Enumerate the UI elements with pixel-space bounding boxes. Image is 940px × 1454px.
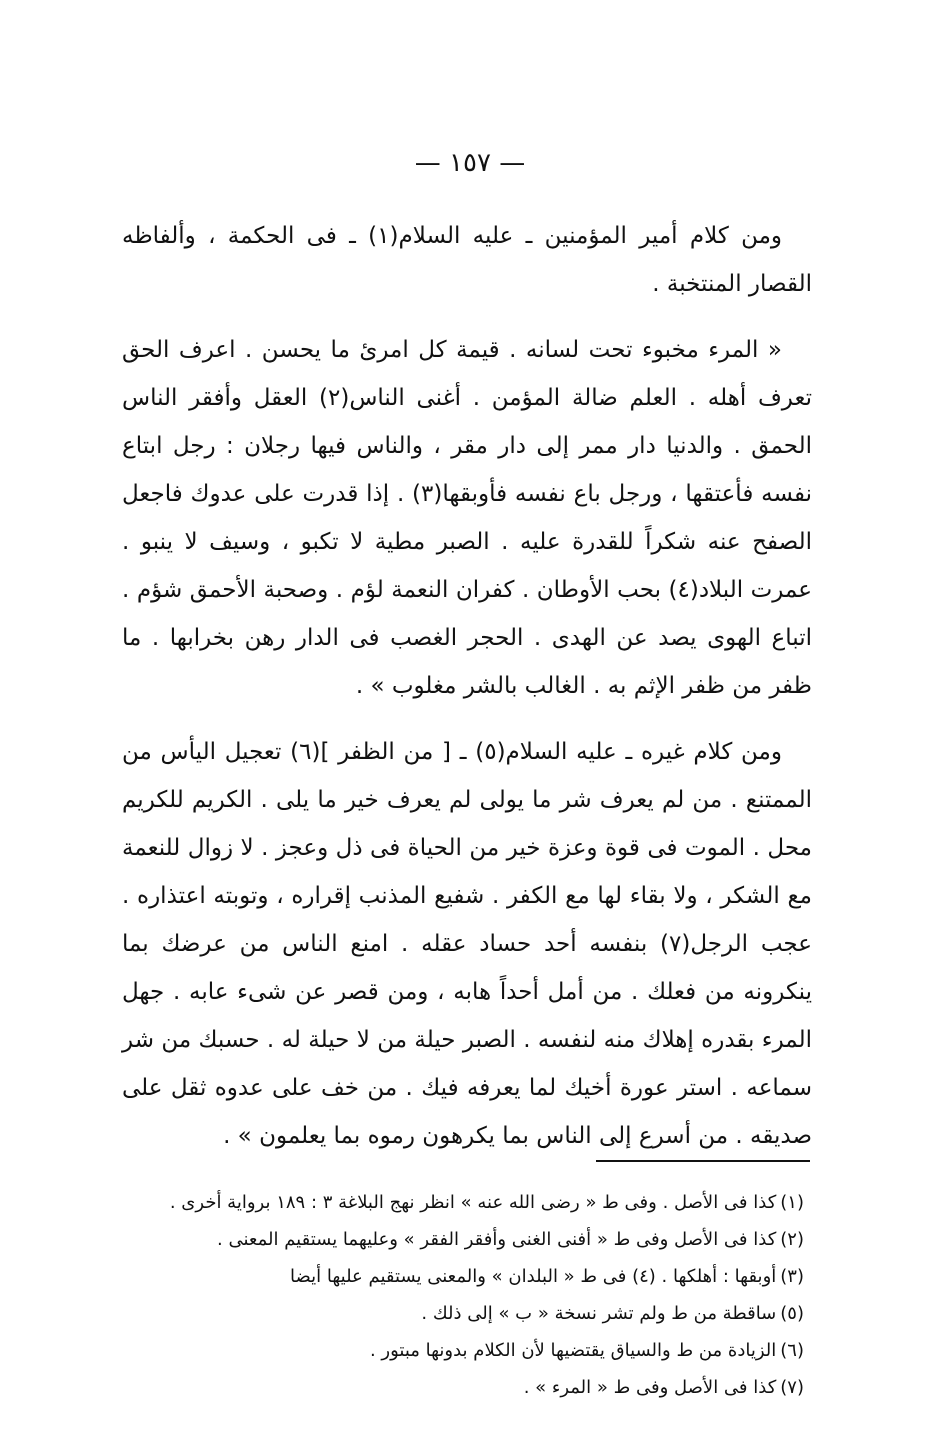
page-number: — ١٥٧ —	[414, 148, 526, 178]
footnote-text: كذا فى الأصل وفى ط « أفنى الغنى وأفقر الفقر » وعليهما يستقيم المعنى .	[217, 1229, 777, 1250]
footnote-number: (١)	[780, 1192, 804, 1213]
footnote	[122, 1221, 812, 1258]
footnote-number: (٢)	[780, 1229, 804, 1250]
footnote	[122, 1369, 812, 1406]
footnote-number: (٣)	[780, 1266, 804, 1287]
footnote	[122, 1184, 812, 1221]
footnote-text: الزيادة من ط والسياق يقتضيها لأن الكلام بدونها مبتور .	[369, 1340, 777, 1361]
footnotes	[122, 1184, 812, 1406]
paragraph-sayings-others: ومن كلام غيره ـ عليه السلام(٥) ـ [ من الظفر ](٦) تعجيل اليأس من الممتنع . من لم يعرف شر ما يولى لم يعرف خير ما يلى . الكريم للكريم محل . الموت فى قوة وعزة خير من الحياة فى ذل وعجز . لا زوال للنعمة مع الشكر ، ولا بقاء لها مع الكفر . شفيع المذنب إقراره ، وتوبته اعتذاره . عجب الرجل(٧) بنفسه أحد حساد عقله . امنع الناس من عرضك بما ينكرونه من فعلك . من أمل أحداً هابه ، ومن قصر عن شىء عابه . جهل المرء بقدره إهلاك منه لنفسه . الصبر حيلة من لا حيلة له . حسبك من شر سماعه . استر عورة أخيك لما يعرفه فيك . من خف على عدوه ثقل على صديقه . من أسرع إلى الناس بما يكرهون رموه بما يعلمون » .	[122, 739, 812, 1149]
footnote-text: كذا فى الأصل وفى ط « المرء » .	[523, 1377, 777, 1398]
main-text	[122, 212, 812, 1178]
paragraph-sayings-ali: « المرء مخبوء تحت لسانه . قيمة كل امرئ ما يحسن . اعرف الحق تعرف أهله . العلم ضالة المؤمن . أغنى الناس(٢) العقل وأفقر الناس الحمق . والدنيا دار ممر إلى دار مقر ، والناس فيها رجلان : رجل ابتاع نفسه فأعتقها ، ورجل باع نفسه فأوبقها(٣) . إذا قدرت على عدوك فاجعل الصفح عنه شكراً للقدرة عليه . الصبر مطية لا تكبو ، وسيف لا ينبو . عمرت البلاد(٤) بحب الأوطان . كفران النعمة لؤم . وصحبة الأحمق شؤم . اتباع الهوى يصد عن الهدى . الحجر الغصب فى الدار رهن بخرابها . ما ظفر من ظفر الإثم به . الغالب بالشر مغلوب » .	[122, 337, 813, 699]
footnote	[122, 1258, 812, 1295]
paragraph-intro: ومن كلام أمير المؤمنين ـ عليه السلام(١) ـ فى الحكمة ، وألفاظه القصار المنتخبة .	[122, 223, 812, 297]
footnote-number: (٧)	[780, 1377, 804, 1398]
footnote-text: ساقطة من ط ولم تشر نسخة « ب » إلى ذلك .	[421, 1303, 777, 1324]
footnote-divider	[596, 1160, 810, 1162]
footnote-number: (٦)	[780, 1340, 804, 1361]
footnote	[122, 1295, 812, 1332]
footnote-number: (٥)	[780, 1303, 804, 1324]
footnote-text: أوبقها : أهلكها . (٤) فى ط « البلدان » والمعنى يستقيم عليها أيضا	[290, 1266, 777, 1287]
footnote-text: كذا فى الأصل . وفى ط « رضى الله عنه » انظر نهج البلاغة ٣ : ١٨٩ برواية أخرى .	[169, 1192, 777, 1213]
footnote	[122, 1332, 812, 1369]
